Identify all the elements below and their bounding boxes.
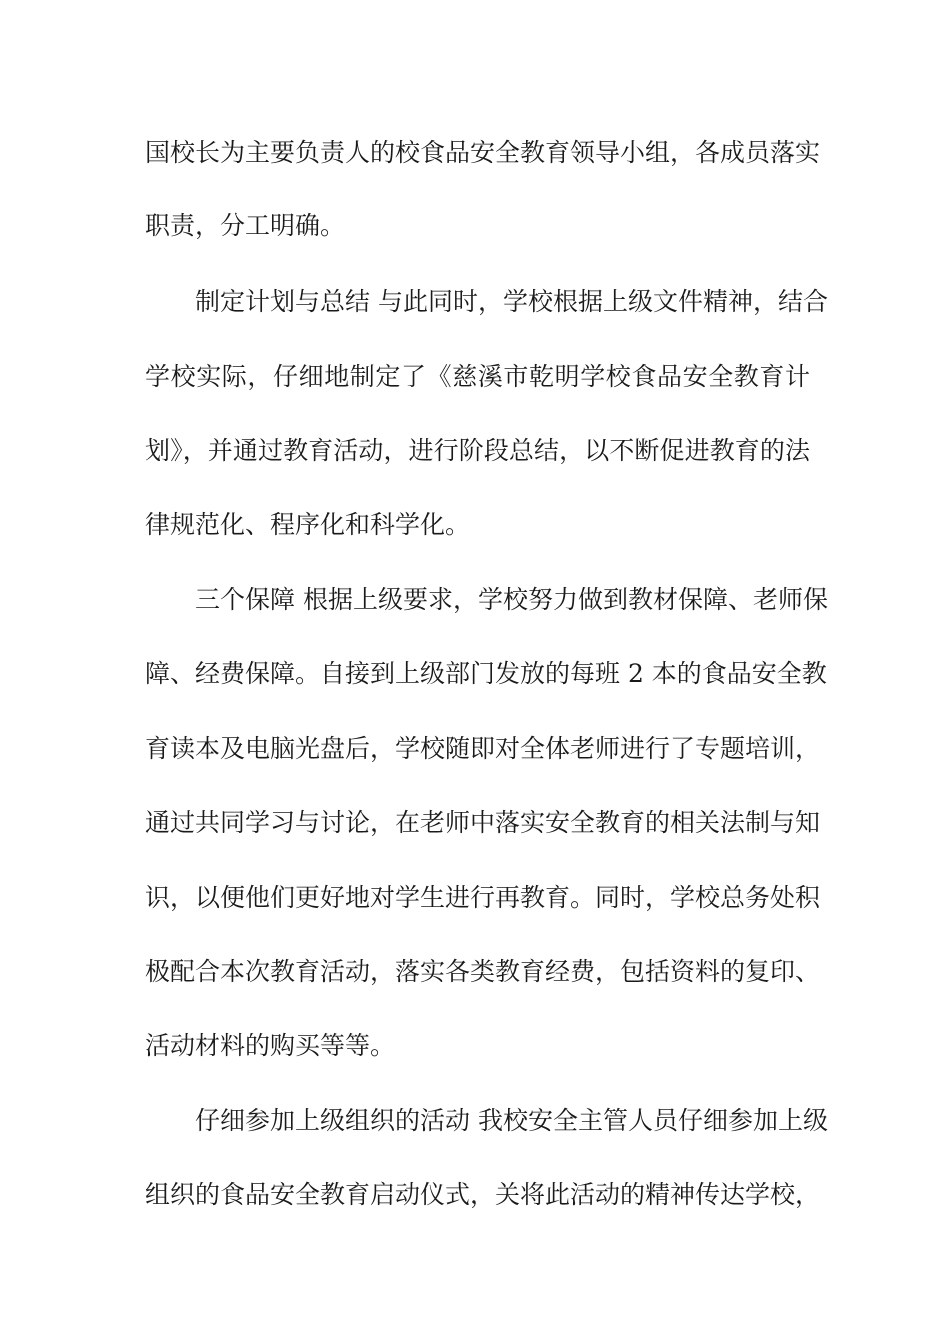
text-line: 识，以便他们更好地对学生进行再教育。同时，学校总务处积 — [145, 883, 821, 912]
text-line: 障、经费保障。自接到上级部门发放的每班 2 本的食品安全教 — [145, 659, 827, 688]
text-line: 仔细参加上级组织的活动 我校安全主管人员仔细参加上级 — [195, 1106, 828, 1135]
text-line: 活动材料的购买等等。 — [145, 1031, 396, 1060]
text-line: 职责，分工明确。 — [145, 211, 346, 240]
text-line: 通过共同学习与讨论，在老师中落实安全教育的相关法制与知 — [145, 808, 821, 837]
text-line: 国校长为主要负责人的校食品安全教育领导小组，各成员落实 — [145, 138, 821, 167]
text-line: 律规范化、程序化和科学化。 — [145, 510, 471, 539]
text-line: 划》，并通过教育活动，进行阶段总结，以不断促进教育的法 — [145, 436, 810, 465]
text-line: 学校实际，仔细地制定了《慈溪市乾明学校食品安全教育计 — [145, 362, 810, 391]
text-line: 极配合本次教育活动，落实各类教育经费，包括资料的复印、 — [145, 957, 821, 986]
text-line: 三个保障 根据上级要求，学校努力做到教材保障、老师保 — [195, 585, 828, 614]
text-line: 育读本及电脑光盘后，学校随即对全体老师进行了专题培训， — [145, 734, 821, 763]
text-line: 制定计划与总结 与此同时，学校根据上级文件精神，结合 — [195, 287, 828, 316]
text-line: 组织的食品安全教育启动仪式，关将此活动的精神传达学校， — [145, 1180, 821, 1209]
